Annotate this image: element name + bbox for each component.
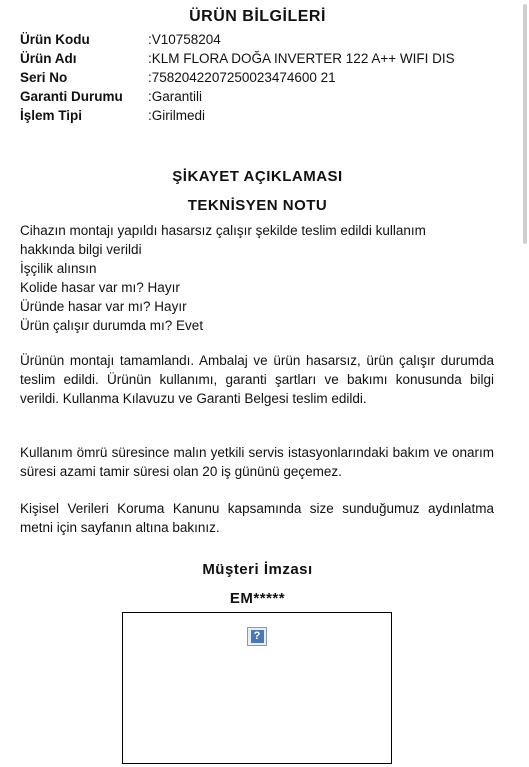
warranty-status-label: Garanti Durumu — [20, 89, 123, 104]
scrollbar-thumb[interactable] — [523, 4, 527, 244]
product-info-title: ÜRÜN BİLGİLERİ — [189, 8, 326, 25]
product-code-value: :V10758204 — [148, 32, 221, 47]
service-lifetime-paragraph: Kullanım ömrü süresince malın yetkili servis istasyonlarındaki bakım ve onarım süresi azami tamir süresi olan 20 iş gününü geçemez. — [20, 445, 494, 479]
signature-image-placeholder: ? — [251, 630, 264, 643]
signature-box — [122, 612, 392, 764]
technician-note-line: Ürün çalışır durumda mı? Evet — [20, 318, 204, 333]
serial-number-value: :7582042207250023474600 21 — [148, 70, 336, 85]
kvkk-paragraph: Kişisel Verileri Koruma Kanunu kapsamında size sunduğumuz aydınlatma metni için sayfanın altına bakınız. — [20, 501, 494, 535]
broken-image-icon — [247, 627, 267, 646]
complaint-title: ŞİKAYET AÇIKLAMASI — [172, 168, 343, 185]
technician-note-line: Kolide hasar var mı? Hayır — [20, 280, 180, 295]
product-info-row — [20, 30, 455, 49]
technician-note-line: Üründe hasar var mı? Hayır — [20, 299, 187, 314]
product-info-row — [20, 87, 455, 106]
operation-type-label: İşlem Tipi — [20, 108, 83, 123]
technician-note-line: İşçilik alınsın — [20, 261, 97, 276]
product-info-row — [20, 68, 455, 87]
technician-note-title: TEKNİSYEN NOTU — [187, 197, 328, 214]
warranty-status-value: :Garantili — [148, 89, 203, 104]
customer-name: EM***** — [229, 590, 286, 607]
operation-type-value: :Girilmedi — [148, 108, 206, 123]
product-info-row — [20, 106, 455, 125]
customer-signature-title: Müşteri İmzası — [202, 561, 313, 578]
product-code-label: Ürün Kodu — [20, 32, 90, 47]
technician-note-line: Cihazın montajı yapıldı hasarsız çalışır şekilde teslim edildi kullanım — [20, 223, 426, 238]
product-name-value: :KLM FLORA DOĞA INVERTER 122 A++ WIFI DIS — [148, 51, 455, 66]
product-name-label: Ürün Adı — [20, 51, 77, 66]
technician-note — [20, 221, 494, 335]
serial-number-label: Seri No — [20, 70, 68, 85]
product-info-table — [20, 30, 455, 125]
product-info-row — [20, 49, 455, 68]
installation-paragraph: Ürünün montajı tamamlandı. Ambalaj ve ürün hasarsız, ürün çalışır durumda teslim edildi. Ürünün kullanımı, garanti şartları ve bakımı konusunda bilgi verildi. Kullanma Kılavuzu ve Garanti Belgesi teslim edildi. — [20, 353, 494, 406]
technician-note-line: hakkında bilgi verildi — [20, 242, 142, 257]
